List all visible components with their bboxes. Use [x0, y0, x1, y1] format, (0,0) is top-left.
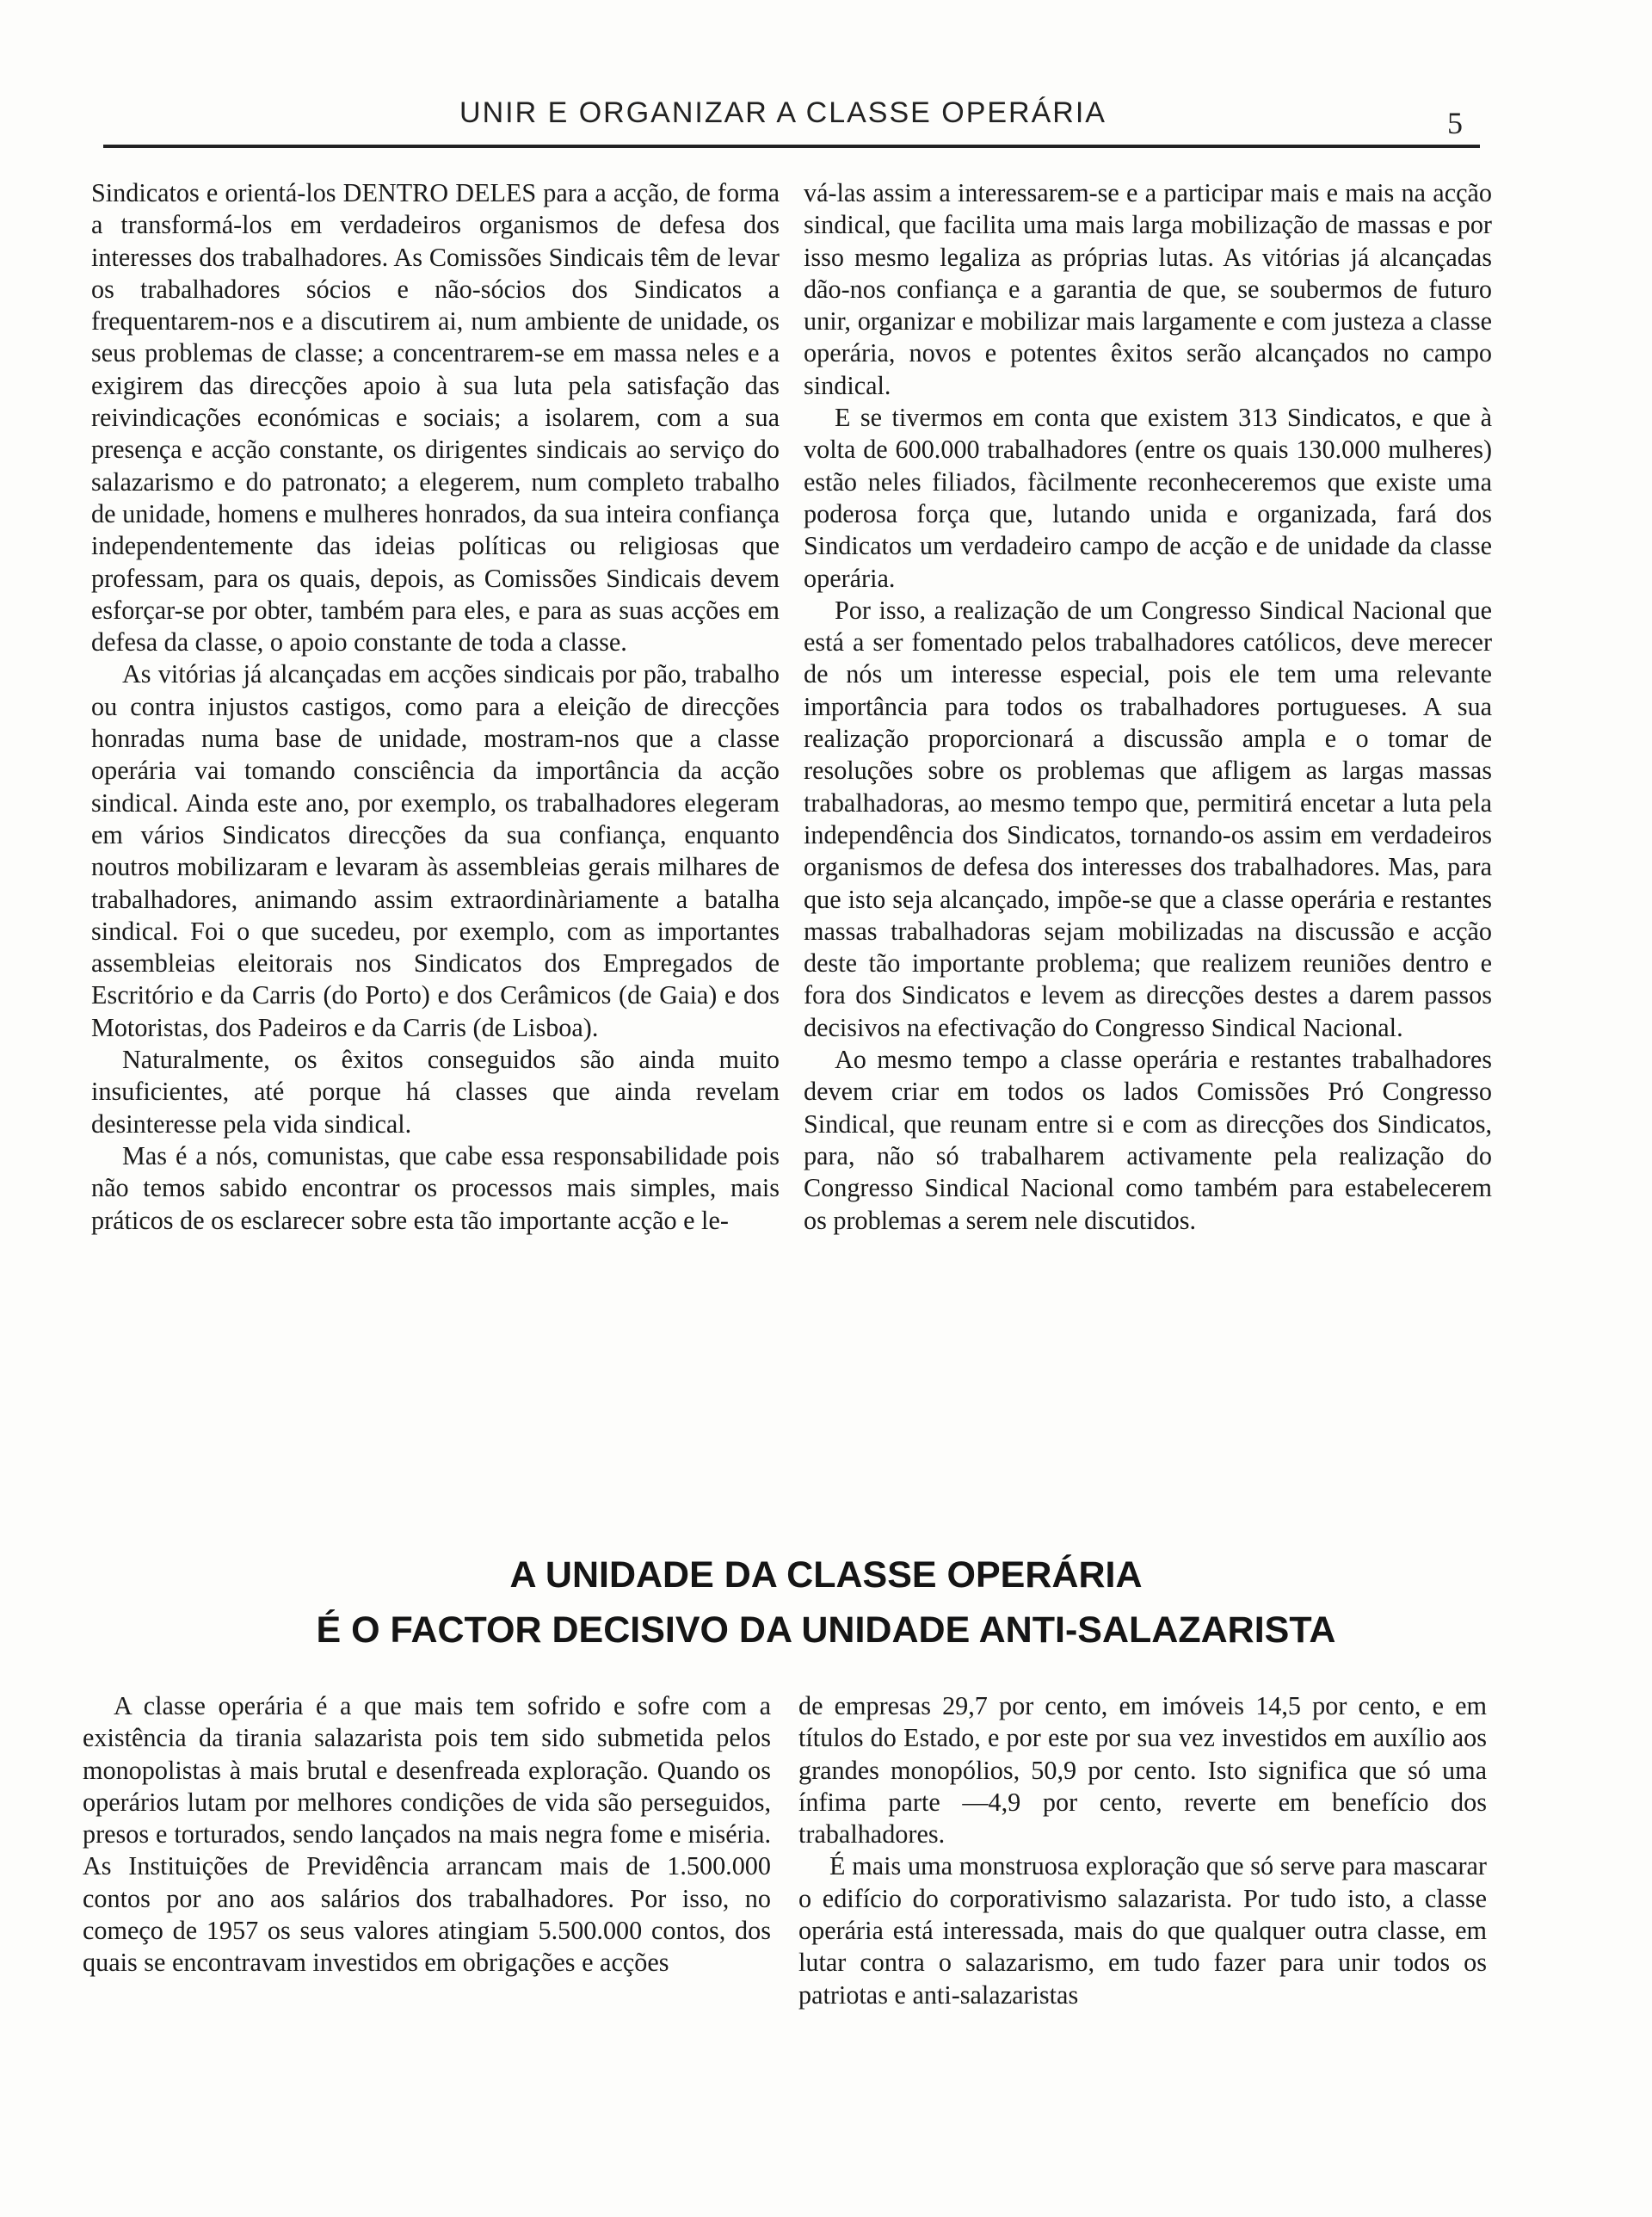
paragraph: Por isso, a realização de um Congresso Sindical Nacional que está a ser fomentado pelos trabalhadores católicos, deve merecer de nós um interesse especial, pois ele tem uma relevante importância para todos os trabalhadores portugueses. A sua realização proporcionará a discussão ampla e o tomar de resoluções sobre os problemas que afligem as largas massas trabalhadoras, ao mesmo tempo que, permitirá encetar a luta pela independência dos Sindicatos, tornando-os assim em verdadeiros organismos de defesa dos interesses dos trabalhadores. Mas, para que isto seja alcançado, impõe-se que a classe operária e restantes massas trabalhadoras sejam mobilizadas na discussão e acção deste tão importante problema; que realizem reuniões dentro e fora dos Sindicatos e levem as direcções destes a darem passos decisivos na efectivação do Congresso Sindical Nacional.	[804, 595, 1492, 1042]
paragraph: Ao mesmo tempo a classe operária e restantes trabalhadores devem criar em todos os lados Comissões Pró Congresso Sindical, que reunam entre si e com as direcções dos Sindicatos, para, não só trabalharem activamente pela realização do Congresso Sindical Nacional como também para estabelecerem os problemas a serem nele discutidos.	[804, 1045, 1492, 1235]
paragraph: As vitórias já alcançadas em acções sindicais por pão, trabalho ou contra injustos castigos, como para a eleição de direcções honradas numa base de unidade, mostram-nos que a classe operária vai tomando consciência da importância da acção sindical. Ainda este ano, por exemplo, os trabalhadores elegeram em vários Sindicatos direcções da sua confiança, enquanto noutros mobilizaram e levaram às assembleias gerais milhares de trabalhadores, animando assim extraordinàriamente a batalha sindical. Foi o que sucedeu, por exemplo, com as importantes assembleias eleitorais nos Sindicatos dos Empregados de Escritório e da Carris (do Porto) e dos Cerâmicos (de Gaia) e dos Motoristas, dos Padeiros e da Carris (de Lisboa).	[91, 659, 780, 1042]
paragraph: A classe operária é a que mais tem sofrido e sofre com a existência da tirania salazarista pois tem sido submetida pelos monopolistas à mais brutal e desenfreada exploração. Quando os operários lutam por melhores condições de vida são perseguidos, presos e torturados, sendo lançados na mais negra fome e miséria. As Instituições de Previdência arrancam mais de 1.500.000 contos por ano aos salários dos trabalhadores. Por isso, no começo de 1957 os seus valores atingiam 5.500.000 contos, dos quais se encontravam investidos em obrigações e acções	[83, 1691, 771, 1978]
paragraph: Sindicatos e orientá-los DENTRO DELES para a acção, de forma a transformá-los em verdadeiros organismos de defesa dos interesses dos trabalhadores. As Comissões Sindicais têm de levar os trabalhadores sócios e não-sócios dos Sindicatos a frequentarem-nos e a discutirem ai, num ambiente de unidade, os seus problemas de classe; a concentrarem-se em massa neles e a exigirem das direcções apoio à sua luta pela satisfação das reivindicações económicas e sociais; a isolarem, com a sua presença e acção constante, os dirigentes sindicais ao serviço do salazarismo e do patronato; a elegerem, num completo trabalho de unidade, homens e mulheres honrados, da sua inteira confiança independentemente das ideias políticas ou religiosas que professam, para os quais, depois, as Comissões Sindicais devem esforçar-se por obter, também para eles, e para as suas acções em defesa da classe, o apoio constante de toda a classe.	[91, 178, 780, 658]
paragraph: de empresas 29,7 por cento, em imóveis 14,5 por cento, e em títulos do Estado, e por este por sua vez investidos em auxílio aos grandes monopólios, 50,9 por cento. Isto significa que só uma ínfima parte —4,9 por cento, reverte em benefício dos trabalhadores.	[798, 1691, 1487, 1850]
page-number: 5	[1447, 106, 1463, 140]
section-heading-line-2: É O FACTOR DECISIVO DA UNIDADE ANTI-SALAZARISTA	[316, 1609, 1336, 1651]
column-bottom-right	[798, 1690, 1487, 2011]
column-top-left	[91, 177, 780, 1237]
section-heading	[103, 1547, 1549, 1658]
column-top-right	[804, 177, 1492, 1237]
paragraph: Mas é a nós, comunistas, que cabe essa responsabilidade pois não temos sabido encontrar os processos mais simples, mais práticos de os esclarecer sobre esta tão importante acção e le-	[91, 1140, 780, 1235]
column-bottom-left	[83, 1690, 771, 1979]
paragraph: E se tivermos em conta que existem 313 Sindicatos, e que à volta de 600.000 trabalhadores (entre os quais 130.000 mulheres) estão neles filiados, fàcilmente reconheceremos que existe uma poderosa força que, lutando unida e organizada, fará dos Sindicatos um verdadeiro campo de acção e de unidade da classe operária.	[804, 403, 1492, 593]
running-header	[103, 93, 1480, 145]
paragraph: vá-las assim a interessarem-se e a participar mais e mais na acção sindical, que facilita uma mais larga mobilização de massas e por isso mesmo legaliza as próprias lutas. As vitórias já alcançadas dão-nos confiança e a garantia de que, se soubermos de futuro unir, organizar e mobilizar mais largamente e com justeza a classe operária, novos e potentes êxitos serão alcançados no campo sindical.	[804, 178, 1492, 400]
section-heading-line-1: A UNIDADE DA CLASSE OPERÁRIA	[509, 1554, 1143, 1596]
paragraph: Naturalmente, os êxitos conseguidos são ainda muito insuficientes, até porque há classes que ainda revelam desinteresse pela vida sindical.	[91, 1045, 780, 1139]
running-title: UNIR E ORGANIZAR A CLASSE OPERÁRIA	[459, 96, 1106, 129]
header-rule	[103, 145, 1480, 148]
paragraph: É mais uma monstruosa exploração que só serve para mascarar o edifício do corporativismo salazarista. Por tudo isto, a classe operária está interessada, mais do que qualquer outra classe, em lutar contra o salazarismo, em tudo fazer para unir todos os patriotas e anti-salazaristas	[798, 1851, 1487, 2010]
